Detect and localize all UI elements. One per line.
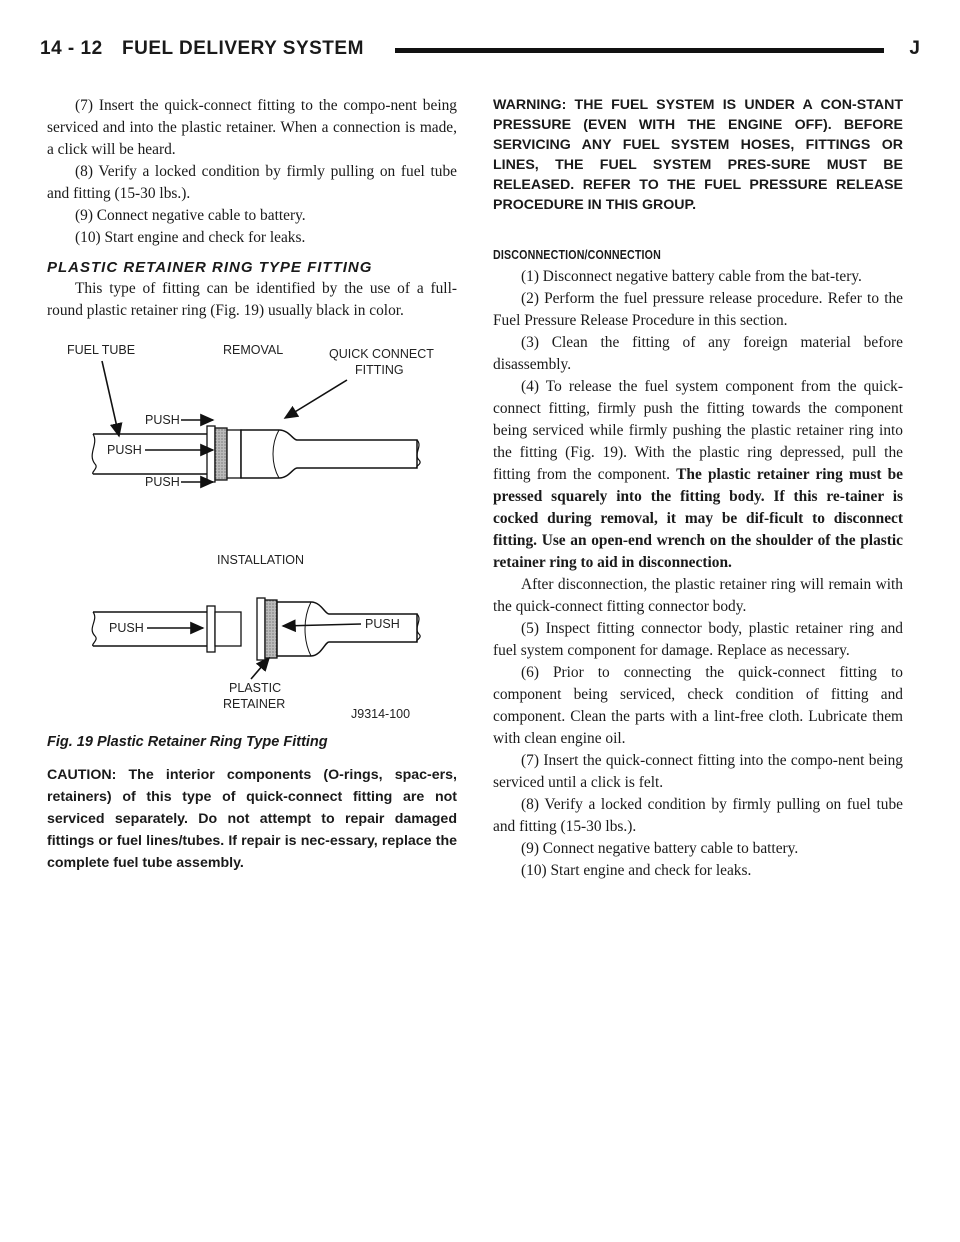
- label-figure-code: J9314-100: [351, 707, 411, 721]
- procedure-heading: DISCONNECTION/CONNECTION: [493, 247, 661, 262]
- label-removal: REMOVAL: [223, 343, 284, 357]
- step-1: (1) Disconnect negative battery cable from the bat-tery.: [521, 268, 862, 285]
- quick-connect-leader: [285, 380, 347, 418]
- step-9-text: (9) Connect negative cable to battery.: [75, 207, 306, 224]
- right-column: [493, 95, 903, 882]
- label-push-1: PUSH: [145, 413, 180, 427]
- section-heading: PLASTIC RETAINER RING TYPE FITTING: [47, 259, 373, 276]
- step-3: (3) Clean the fitting of any foreign material before disassembly.: [493, 334, 903, 373]
- label-push-2: PUSH: [107, 443, 142, 457]
- label-push-3: PUSH: [145, 475, 180, 489]
- left-column: [47, 95, 457, 874]
- label-retainer: RETAINER: [223, 697, 286, 711]
- label-installation: INSTALLATION: [217, 553, 305, 567]
- step-2: (2) Perform the fuel pressure release procedure. Refer to the Fuel Pressure Release Procedure in this section.: [493, 290, 903, 329]
- step-7: (7) Insert the quick-connect fitting into the compo-nent being serviced until a click is felt.: [493, 752, 903, 791]
- step-4-text: (4) To release the fuel system component from the quick-connect fitting, firmly push the fitting towards the component being serviced while firmly pushing the plastic retainer ring into the fitting (Fig. 19). With the plastic ring depressed, pull the fitting from the component.: [493, 378, 903, 483]
- label-plastic: PLASTIC: [229, 681, 282, 695]
- step-8: (8) Verify a locked condition by firmly pulling on fuel tube and fitting (15-30 lbs.).: [493, 796, 903, 835]
- label-fitting: FITTING: [355, 363, 404, 377]
- after-disconnection: After disconnection, the plastic retainer ring will remain with the quick-connect fitting connector body.: [493, 576, 903, 615]
- step-4: [493, 376, 903, 574]
- label-fuel-tube: FUEL TUBE: [67, 343, 136, 357]
- figure-caption: Fig. 19 Plastic Retainer Ring Type Fitting: [47, 734, 328, 750]
- label-push-4: PUSH: [109, 621, 144, 635]
- intro-paragraph: This type of fitting can be identified by the use of a full-round plastic retainer ring (Fig. 19) usually black in color.: [47, 280, 457, 319]
- step-7-text: (7) Insert the quick-connect fitting to the compo-nent being serviced and into the plastic retainer. When a connection is made, a click will be heard.: [47, 97, 457, 158]
- step-8-text: (8) Verify a locked condition by firmly pulling on fuel tube and fitting (15-30 lbs.).: [47, 163, 457, 202]
- step-6: (6) Prior to connecting the quick-connect fitting to component being serviced, check condition of fitting and component. Clean the parts with a lint-free cloth. Lubricate them with clean engine oil.: [493, 664, 903, 747]
- step-5: (5) Inspect fitting connector body, plastic retainer ring and fuel system component for damage. Replace as necessary.: [493, 620, 903, 659]
- step-4-emphasis: The plastic retainer ring must be pressed squarely into the fitting body. If this re-tainer is cocked during removal, it may be dif-ficult to disconnect fitting. Use an open-end wrench on the shoulder of the plastic retainer ring to aid in disconnection.: [493, 466, 903, 571]
- page-header: [40, 38, 920, 68]
- label-push-5: PUSH: [365, 617, 400, 631]
- label-quick-connect: QUICK CONNECT: [329, 347, 434, 361]
- figure-19: [47, 336, 457, 726]
- series-letter: J: [909, 38, 920, 59]
- caution-note: CAUTION: The interior components (O-rings, spac-ers, retainers) of this type of quick-connect fitting are not serviced separately. Do not attempt to repair damaged fittings or fuel lines/tubes. If repair is nec-essary, replace the complete fuel tube assembly.: [47, 767, 457, 871]
- step-10: (10) Start engine and check for leaks.: [521, 862, 752, 879]
- fuel-tube-leader: [102, 361, 119, 436]
- fitting-diagram: [47, 336, 457, 726]
- step-10-text: (10) Start engine and check for leaks.: [75, 229, 306, 246]
- section-title: FUEL DELIVERY SYSTEM: [122, 38, 364, 59]
- page-number: 14 - 12: [40, 38, 103, 59]
- step-9: (9) Connect negative battery cable to battery.: [521, 840, 799, 857]
- warning-note: WARNING: THE FUEL SYSTEM IS UNDER A CON-STANT PRESSURE (EVEN WITH THE ENGINE OFF). BEFORE SERVICING ANY FUEL SYSTEM HOSES, FITTINGS OR LINES, THE FUEL SYSTEM PRES-SURE MUST BE RELEASED. REFER TO THE FUEL PRESSURE RELEASE PROCEDURE IN THIS GROUP.: [493, 97, 903, 213]
- header-rule: [395, 48, 884, 53]
